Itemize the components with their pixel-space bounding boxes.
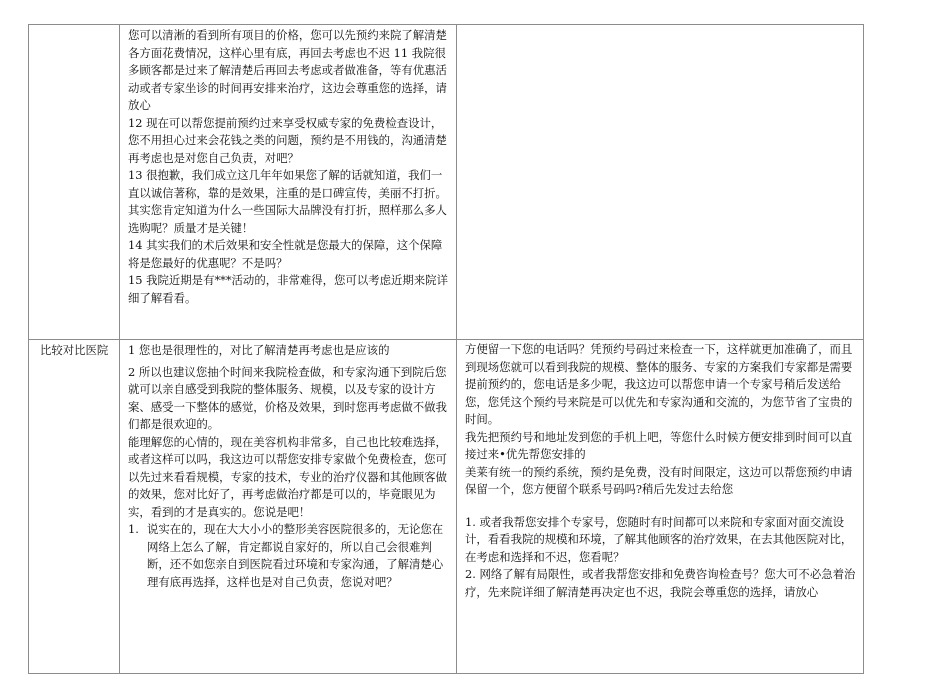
followup-cell xyxy=(457,25,864,340)
list-text: 说实在的，现在大大小小的整形美容医院很多的，无论您在网络上怎么了解，肯定都说自家好的，所以自己会很难判断，还不如您亲自到医院看过环境和专家沟通，了解清楚心理有底再选择，这样也是对自己负责，您说对吧？ xyxy=(147,522,444,589)
table-row xyxy=(29,25,864,340)
category-label: 比较对比医院 xyxy=(39,343,109,357)
answer-cell xyxy=(120,25,457,340)
answer-paragraph: 13 很抱歉，我们成立这几年年如果您了解的话就知道，我们一直以诚信著称，靠的是效果，注重的是口碑宣传，美丽不打折。其实您肯定知道为什么一些国际大品牌没有打折，照样那么多人选购呢？质量才是关键！ xyxy=(128,168,447,235)
answer-paragraph: 2 所以也建议您抽个时间来我院检查做，和专家沟通下到院后您就可以亲自感受到我院的整体服务、规模，以及专家的设计方案、感受一下整体的感觉，价格及效果，到时您再考虑做不做我们都是很欢迎的。 xyxy=(128,364,447,431)
category-label xyxy=(29,25,119,28)
answer-paragraph: 能理解您的心情的，现在美容机构非常多，自己也比较难选择，或者这样可以吗，我这边可以帮您安排专家做个免费检查，您可以先过来看看规模，专家的技术，专业的治疗仪器和其他顾客做的效果，您对比好了，再考虑做治疗都是可以的，毕竟眼见为实，看到的才是真实的。您说是吧！ xyxy=(128,434,447,519)
followup-paragraph: 美莱有统一的预约系统，预约是免费，没有时间限定，这边可以帮您预约申请保留一个，您方便留个联系号码吗?稍后先发过去给您 xyxy=(465,464,853,496)
category-cell xyxy=(29,340,120,674)
script-table xyxy=(28,24,864,674)
followup-paragraph: 2. 网络了解有局限性，或者我帮您安排和免费咨询检查号？您大可不必急着治疗，先来院详细了解清楚再决定也不迟，我院会尊重您的选择，请放心 xyxy=(465,567,856,599)
answer-cell xyxy=(120,340,457,674)
followup-paragraph: 1. 或者我帮您安排个专家号，您随时有时间都可以来院和专家面对面交流设计，看看我院的规模和环境，了解其他顾客的治疗效果，在去其他医院对比，在考虑和选择和不迟，您看呢？ xyxy=(465,514,853,564)
followup-cell xyxy=(457,340,864,674)
followup-paragraph: 方便留一下您的电话吗？凭预约号码过来检查一下，这样就更加准确了，而且到现场您就可以看到我院的规模、整体的服务、专家的方案我们专家都是需要提前预约的，您电话是多少呢，我这边可以帮您申请一个专家号稍后发送给您，您凭这个预约号来院是可以优先和专家沟通和交流的，为您节省了宝贵的时间。 xyxy=(465,342,853,426)
list-item xyxy=(128,521,450,591)
followup-paragraph: 我先把预约号和地址发到您的手机上吧，等您什么时候方便安排到时间可以直接过来•优先帮您安排的 xyxy=(465,429,853,461)
answer-paragraph: 1 您也是很理性的，对比了解清楚再考虑也是应该的 xyxy=(128,343,390,357)
answer-paragraph: 12 现在可以帮您提前预约过来享受权威专家的免费检查设计，您不用担心过来会花钱之类的问题，预约是不用钱的，沟通清楚再考虑也是对您自己负责，对吧？ xyxy=(128,115,447,165)
category-cell xyxy=(29,25,120,340)
answer-paragraph: 14 其实我们的术后效果和安全性就是您最大的保障，这个保障将是您最好的优惠呢？不是吗？ xyxy=(128,238,443,270)
answer-paragraph: 您可以清淅的看到所有项目的价格，您可以先预约来院了解清楚各方面花费情况，这样心里有底，再回去考虑也不迟 11 我院很多顾客都是过来了解清楚后再回去考虑或者做准备，等有优惠活动或者专家坐诊的时间再安排来治疗，这边会尊重您的选择，请放心 xyxy=(128,28,447,112)
list-number: 1. xyxy=(128,522,139,536)
followup-paragraph xyxy=(457,25,863,26)
table-row xyxy=(29,340,864,674)
answer-paragraph: 15 我院近期是有***活动的，非常难得，您可以考虑近期来院详细了解看看。 xyxy=(128,273,448,305)
